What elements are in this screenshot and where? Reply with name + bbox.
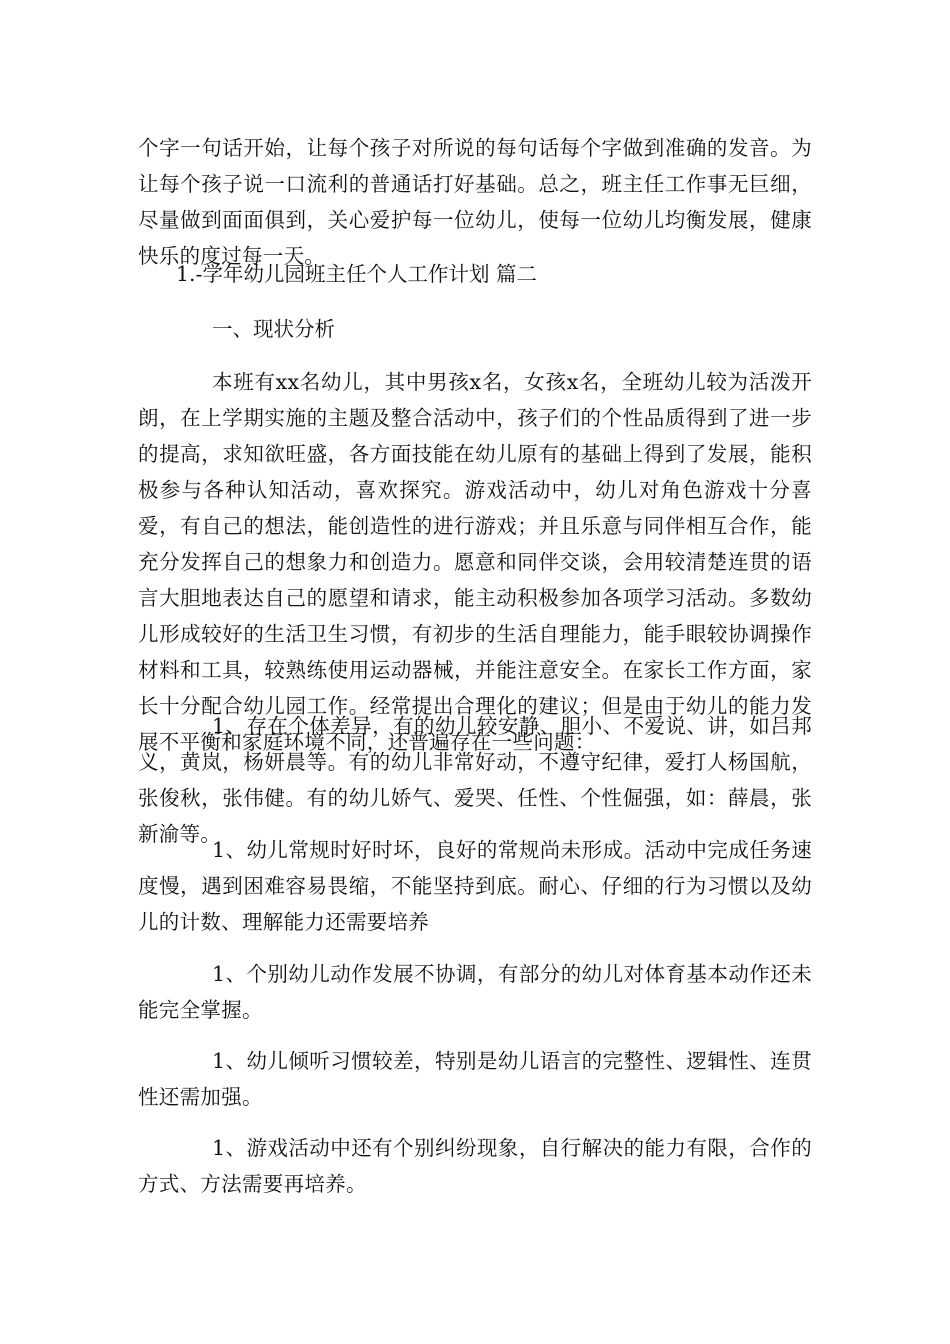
problem-item: 1、幼儿常规时好时坏，良好的常规尚未形成。活动中完成任务速度慢，遇到困难容易畏缩，不能坚持到底。耐心、仔细的行为习惯以及幼儿的计数、理解能力还需要培养 <box>138 838 812 934</box>
problem-item: 1、幼儿倾听习惯较差，特别是幼儿语言的完整性、逻辑性、连贯性还需加强。 <box>138 1049 812 1109</box>
section-title: 1.-学年幼儿园班主任个人工作计划 篇二 <box>176 262 538 286</box>
analysis-paragraph: 本班有xx名幼儿，其中男孩x名，女孩x名，全班幼儿较为活泼开朗，在上学期实施的主题及整合活动中，孩子们的个性品质得到了进一步的提高，求知欲旺盛，各方面技能在幼儿原有的基础上得到了发展，能积极参与各种认知活动，喜欢探究。游戏活动中，幼儿对角色游戏十分喜爱，有自己的想法，能创造性的进行游戏；并且乐意与同伴相互合作，能充分发挥自己的想象力和创造力。愿意和同伴交谈，会用较清楚连贯的语言大胆地表达自己的愿望和请求，能主动积极参加各项学习活动。多数幼儿形成较好的生活卫生习惯，有初步的生活自理能力，能手眼较协调操作材料和工具，较熟练使用运动器械，并能注意安全。在家长工作方面，家长十分配合幼儿园工作。经常提出合理化的建议；但是由于幼儿的能力发展不平衡和家庭环境不同，还普遍存在一些问题： <box>138 370 812 754</box>
problem-item: 1、个别幼儿动作发展不协调，有部分的幼儿对体育基本动作还未能完全掌握。 <box>138 962 812 1022</box>
problem-item: 1、游戏活动中还有个别纠纷现象，自行解决的能力有限，合作的方式、方法需要再培养。 <box>138 1136 812 1196</box>
subheading-status-analysis: 一、现状分析 <box>212 317 335 341</box>
continuation-paragraph: 个字一句话开始，让每个孩子对所说的每句话每个字做到准确的发音。为让每个孩子说一口流利的普通话打好基础。总之，班主任工作事无巨细，尽量做到面面俱到，关心爱护每一位幼儿，使每一位幼儿均衡发展，健康快乐的度过每一天。 <box>138 136 812 268</box>
problem-item: 1、存在个体差异，有的幼儿较安静、胆小、不爱说、讲，如吕邦义，黄岚，杨妍晨等。有的幼儿非常好动，不遵守纪律，爱打人杨国航，张俊秋，张伟健。有的幼儿娇气、爱哭、任性、个性倔强，如：薛晨，张新渝等。 <box>138 714 812 846</box>
